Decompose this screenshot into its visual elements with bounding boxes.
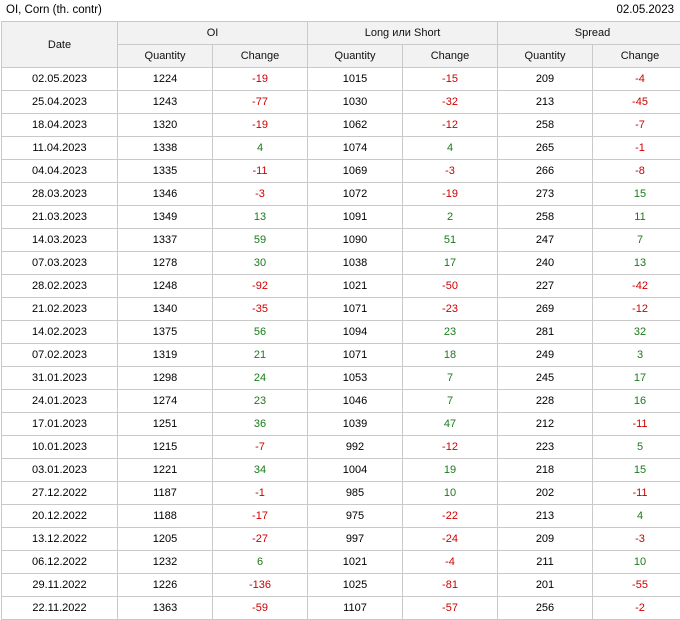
cell-spread-quantity: 223 xyxy=(498,436,593,459)
cell-spread-quantity: 213 xyxy=(498,505,593,528)
cell-oi-change: 4 xyxy=(213,137,308,160)
cell-spread-quantity: 212 xyxy=(498,413,593,436)
cell-date: 02.05.2023 xyxy=(2,68,118,91)
cell-ls-change: -4 xyxy=(403,551,498,574)
cell-ls-change: 18 xyxy=(403,344,498,367)
table-row xyxy=(2,206,680,229)
table-row xyxy=(2,436,680,459)
cell-ls-quantity: 1107 xyxy=(308,597,403,620)
cell-ls-quantity: 1039 xyxy=(308,413,403,436)
cell-spread-change: 10 xyxy=(593,551,680,574)
column-header-oi-quantity: Quantity xyxy=(118,45,213,68)
table-row xyxy=(2,321,680,344)
cell-date: 24.01.2023 xyxy=(2,390,118,413)
cell-ls-change: -57 xyxy=(403,597,498,620)
cell-oi-change: 36 xyxy=(213,413,308,436)
cell-spread-quantity: 228 xyxy=(498,390,593,413)
cell-date: 20.12.2022 xyxy=(2,505,118,528)
cell-spread-quantity: 256 xyxy=(498,597,593,620)
cell-ls-quantity: 1021 xyxy=(308,551,403,574)
cell-date: 21.03.2023 xyxy=(2,206,118,229)
cell-spread-quantity: 213 xyxy=(498,91,593,114)
cell-oi-quantity: 1251 xyxy=(118,413,213,436)
cell-spread-change: 15 xyxy=(593,183,680,206)
cell-oi-change: -3 xyxy=(213,183,308,206)
cell-spread-change: -55 xyxy=(593,574,680,597)
cell-ls-change: -24 xyxy=(403,528,498,551)
cell-oi-change: 13 xyxy=(213,206,308,229)
cell-ls-change: 51 xyxy=(403,229,498,252)
oi-table xyxy=(1,21,680,620)
cell-spread-quantity: 218 xyxy=(498,459,593,482)
cell-ls-change: -32 xyxy=(403,91,498,114)
cell-spread-change: -42 xyxy=(593,275,680,298)
cell-date: 22.11.2022 xyxy=(2,597,118,620)
cell-spread-quantity: 209 xyxy=(498,68,593,91)
cell-date: 25.04.2023 xyxy=(2,91,118,114)
cell-spread-change: -2 xyxy=(593,597,680,620)
cell-ls-quantity: 1025 xyxy=(308,574,403,597)
cell-ls-quantity: 1090 xyxy=(308,229,403,252)
cell-oi-change: -77 xyxy=(213,91,308,114)
table-row xyxy=(2,367,680,390)
cell-ls-change: -12 xyxy=(403,436,498,459)
cell-date: 14.03.2023 xyxy=(2,229,118,252)
column-header-ls-change: Change xyxy=(403,45,498,68)
cell-date: 28.03.2023 xyxy=(2,183,118,206)
cell-date: 06.12.2022 xyxy=(2,551,118,574)
cell-oi-quantity: 1340 xyxy=(118,298,213,321)
cell-date: 07.02.2023 xyxy=(2,344,118,367)
cell-oi-quantity: 1278 xyxy=(118,252,213,275)
cell-ls-quantity: 1046 xyxy=(308,390,403,413)
cell-oi-quantity: 1349 xyxy=(118,206,213,229)
cell-date: 14.02.2023 xyxy=(2,321,118,344)
column-header-date: Date xyxy=(2,22,118,68)
cell-ls-quantity: 985 xyxy=(308,482,403,505)
table-row xyxy=(2,229,680,252)
report-date: 02.05.2023 xyxy=(616,4,674,16)
cell-oi-change: -19 xyxy=(213,114,308,137)
cell-oi-change: -35 xyxy=(213,298,308,321)
cell-oi-quantity: 1338 xyxy=(118,137,213,160)
cell-date: 04.04.2023 xyxy=(2,160,118,183)
table-row xyxy=(2,160,680,183)
cell-spread-quantity: 247 xyxy=(498,229,593,252)
cell-spread-change: 7 xyxy=(593,229,680,252)
report-header xyxy=(0,0,680,21)
cell-spread-quantity: 209 xyxy=(498,528,593,551)
cell-oi-change: -92 xyxy=(213,275,308,298)
cell-ls-quantity: 1091 xyxy=(308,206,403,229)
cell-oi-change: 56 xyxy=(213,321,308,344)
cell-spread-quantity: 240 xyxy=(498,252,593,275)
table-row xyxy=(2,275,680,298)
cell-ls-quantity: 1030 xyxy=(308,91,403,114)
column-header-ls-quantity: Quantity xyxy=(308,45,403,68)
cell-spread-change: -3 xyxy=(593,528,680,551)
table-row xyxy=(2,574,680,597)
cell-ls-quantity: 1062 xyxy=(308,114,403,137)
cell-spread-change: -11 xyxy=(593,482,680,505)
cell-spread-change: 17 xyxy=(593,367,680,390)
cell-oi-change: -17 xyxy=(213,505,308,528)
cell-ls-quantity: 1074 xyxy=(308,137,403,160)
cell-spread-change: 4 xyxy=(593,505,680,528)
cell-ls-change: -50 xyxy=(403,275,498,298)
column-header-spread-change: Change xyxy=(593,45,680,68)
cell-oi-change: 30 xyxy=(213,252,308,275)
cell-oi-change: 23 xyxy=(213,390,308,413)
table-row xyxy=(2,390,680,413)
cell-ls-quantity: 1038 xyxy=(308,252,403,275)
cell-date: 31.01.2023 xyxy=(2,367,118,390)
cell-spread-change: -12 xyxy=(593,298,680,321)
cell-spread-quantity: 281 xyxy=(498,321,593,344)
cell-date: 03.01.2023 xyxy=(2,459,118,482)
cell-oi-quantity: 1221 xyxy=(118,459,213,482)
table-row xyxy=(2,114,680,137)
table-row xyxy=(2,413,680,436)
table-row xyxy=(2,137,680,160)
cell-spread-change: 3 xyxy=(593,344,680,367)
cell-date: 29.11.2022 xyxy=(2,574,118,597)
cell-ls-quantity: 1015 xyxy=(308,68,403,91)
cell-ls-change: 10 xyxy=(403,482,498,505)
table-row xyxy=(2,482,680,505)
cell-oi-quantity: 1298 xyxy=(118,367,213,390)
cell-oi-quantity: 1188 xyxy=(118,505,213,528)
cell-ls-quantity: 1071 xyxy=(308,298,403,321)
cell-oi-quantity: 1375 xyxy=(118,321,213,344)
table-head xyxy=(2,22,680,68)
cell-ls-quantity: 997 xyxy=(308,528,403,551)
cell-spread-change: -4 xyxy=(593,68,680,91)
cell-spread-quantity: 266 xyxy=(498,160,593,183)
cell-oi-quantity: 1335 xyxy=(118,160,213,183)
cell-oi-quantity: 1346 xyxy=(118,183,213,206)
page-title: OI, Corn (th. contr) xyxy=(6,4,102,16)
cell-spread-quantity: 211 xyxy=(498,551,593,574)
cell-spread-quantity: 273 xyxy=(498,183,593,206)
cell-ls-change: 17 xyxy=(403,252,498,275)
cell-ls-change: 47 xyxy=(403,413,498,436)
cell-ls-quantity: 1004 xyxy=(308,459,403,482)
cell-oi-change: -7 xyxy=(213,436,308,459)
cell-spread-change: -8 xyxy=(593,160,680,183)
cell-date: 07.03.2023 xyxy=(2,252,118,275)
cell-spread-quantity: 269 xyxy=(498,298,593,321)
cell-oi-change: -1 xyxy=(213,482,308,505)
table-row xyxy=(2,344,680,367)
table-row xyxy=(2,597,680,620)
cell-oi-change: -59 xyxy=(213,597,308,620)
cell-ls-change: 2 xyxy=(403,206,498,229)
cell-oi-quantity: 1274 xyxy=(118,390,213,413)
cell-ls-change: -23 xyxy=(403,298,498,321)
cell-oi-quantity: 1337 xyxy=(118,229,213,252)
table-row xyxy=(2,459,680,482)
cell-date: 28.02.2023 xyxy=(2,275,118,298)
cell-ls-quantity: 975 xyxy=(308,505,403,528)
cell-spread-quantity: 258 xyxy=(498,206,593,229)
cell-oi-change: 34 xyxy=(213,459,308,482)
cell-oi-quantity: 1319 xyxy=(118,344,213,367)
table-row xyxy=(2,68,680,91)
cell-oi-quantity: 1187 xyxy=(118,482,213,505)
cell-ls-change: -81 xyxy=(403,574,498,597)
cell-ls-change: -12 xyxy=(403,114,498,137)
cell-ls-quantity: 1053 xyxy=(308,367,403,390)
cell-ls-quantity: 1069 xyxy=(308,160,403,183)
cell-date: 18.04.2023 xyxy=(2,114,118,137)
cell-spread-quantity: 227 xyxy=(498,275,593,298)
cell-oi-change: -136 xyxy=(213,574,308,597)
column-header-oi-change: Change xyxy=(213,45,308,68)
cell-spread-change: -7 xyxy=(593,114,680,137)
cell-spread-change: 11 xyxy=(593,206,680,229)
cell-oi-change: -11 xyxy=(213,160,308,183)
table-row xyxy=(2,551,680,574)
cell-ls-change: -3 xyxy=(403,160,498,183)
table-row xyxy=(2,528,680,551)
table-row xyxy=(2,505,680,528)
cell-ls-quantity: 1021 xyxy=(308,275,403,298)
cell-ls-change: 4 xyxy=(403,137,498,160)
cell-spread-change: -45 xyxy=(593,91,680,114)
cell-oi-quantity: 1215 xyxy=(118,436,213,459)
cell-oi-quantity: 1224 xyxy=(118,68,213,91)
cell-ls-quantity: 1072 xyxy=(308,183,403,206)
cell-oi-quantity: 1226 xyxy=(118,574,213,597)
cell-oi-quantity: 1363 xyxy=(118,597,213,620)
cell-spread-change: -1 xyxy=(593,137,680,160)
table-row xyxy=(2,183,680,206)
cell-spread-change: 16 xyxy=(593,390,680,413)
cell-spread-quantity: 249 xyxy=(498,344,593,367)
cell-spread-quantity: 265 xyxy=(498,137,593,160)
column-group-oi: OI xyxy=(118,22,308,45)
cell-ls-change: -19 xyxy=(403,183,498,206)
cell-date: 11.04.2023 xyxy=(2,137,118,160)
cell-oi-quantity: 1232 xyxy=(118,551,213,574)
cell-spread-change: 5 xyxy=(593,436,680,459)
cell-oi-change: -27 xyxy=(213,528,308,551)
cell-oi-change: 21 xyxy=(213,344,308,367)
table-group-header-row xyxy=(2,22,680,45)
cell-date: 17.01.2023 xyxy=(2,413,118,436)
cell-oi-quantity: 1248 xyxy=(118,275,213,298)
cell-spread-quantity: 201 xyxy=(498,574,593,597)
cell-date: 13.12.2022 xyxy=(2,528,118,551)
column-group-long-short: Long или Short xyxy=(308,22,498,45)
cell-ls-change: 7 xyxy=(403,390,498,413)
table-row xyxy=(2,298,680,321)
cell-oi-quantity: 1205 xyxy=(118,528,213,551)
table-row xyxy=(2,252,680,275)
table-row xyxy=(2,91,680,114)
cell-spread-quantity: 258 xyxy=(498,114,593,137)
cell-date: 21.02.2023 xyxy=(2,298,118,321)
cell-oi-quantity: 1320 xyxy=(118,114,213,137)
cell-ls-change: 7 xyxy=(403,367,498,390)
cell-oi-change: -19 xyxy=(213,68,308,91)
cell-oi-change: 6 xyxy=(213,551,308,574)
table-body xyxy=(2,68,680,620)
cell-spread-change: 32 xyxy=(593,321,680,344)
cell-ls-quantity: 992 xyxy=(308,436,403,459)
column-group-spread: Spread xyxy=(498,22,680,45)
cell-date: 10.01.2023 xyxy=(2,436,118,459)
cell-spread-change: 13 xyxy=(593,252,680,275)
cell-spread-change: 15 xyxy=(593,459,680,482)
cell-ls-quantity: 1094 xyxy=(308,321,403,344)
cell-ls-change: -22 xyxy=(403,505,498,528)
cell-ls-change: -15 xyxy=(403,68,498,91)
cell-ls-change: 23 xyxy=(403,321,498,344)
column-header-spread-quantity: Quantity xyxy=(498,45,593,68)
cell-ls-change: 19 xyxy=(403,459,498,482)
cell-date: 27.12.2022 xyxy=(2,482,118,505)
cell-spread-quantity: 202 xyxy=(498,482,593,505)
cell-ls-quantity: 1071 xyxy=(308,344,403,367)
cell-oi-change: 59 xyxy=(213,229,308,252)
cell-spread-change: -11 xyxy=(593,413,680,436)
cell-spread-quantity: 245 xyxy=(498,367,593,390)
cell-oi-change: 24 xyxy=(213,367,308,390)
cell-oi-quantity: 1243 xyxy=(118,91,213,114)
